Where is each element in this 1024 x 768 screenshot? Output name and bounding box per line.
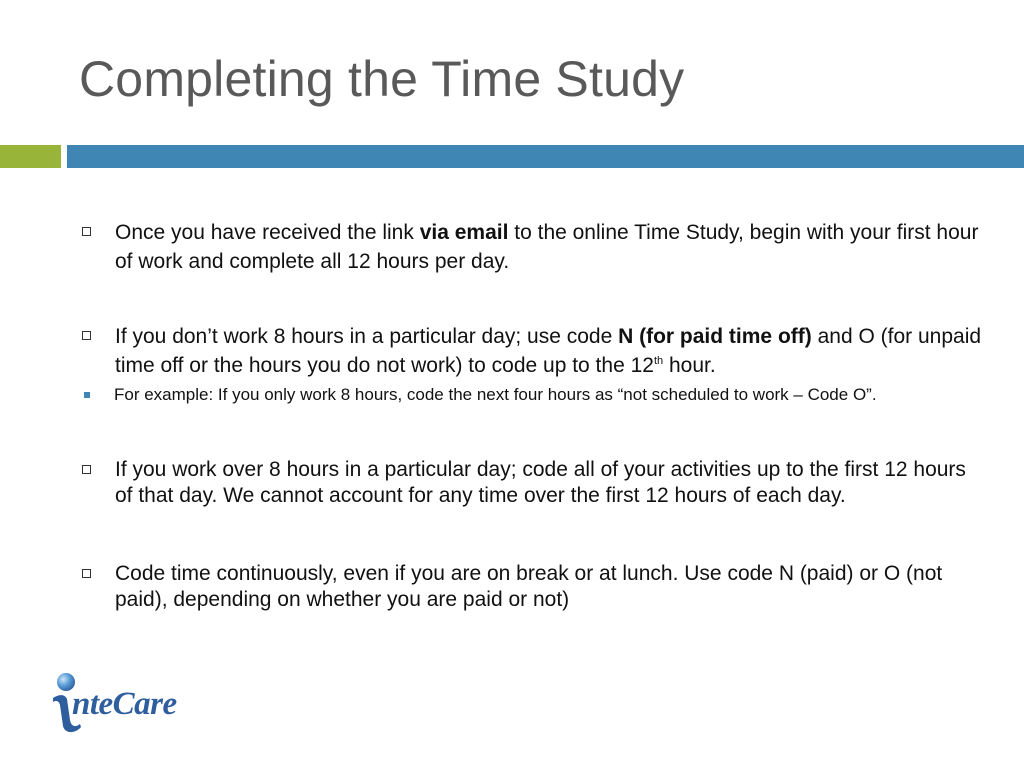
square-bullet-icon <box>82 331 91 340</box>
sub-bullet-text: For example: If you only work 8 hours, code the next four hours as “not scheduled to work – Code O”. <box>114 385 877 404</box>
bullet-bold-text: via email <box>419 221 509 244</box>
accent-bar-blue <box>67 145 1024 168</box>
bullet-text: to the online Time Study, begin with your first hour of work and complete all 12 hours per day. <box>115 221 979 273</box>
bullet-text: Once you have received the link <box>115 221 420 244</box>
bullet-item <box>79 322 984 380</box>
bullet-text: and O (for unpaid time off or the hours you do not work) to code up to the 12 <box>115 325 982 377</box>
slide-title: Completing the Time Study <box>79 51 685 107</box>
sub-bullet-item <box>79 383 984 407</box>
superscript: th <box>653 355 664 367</box>
square-bullet-icon <box>82 569 91 578</box>
bullet-text: If you don’t work 8 hours in a particular day; use code <box>115 325 619 348</box>
logo-text: nteCare <box>72 686 177 722</box>
bullet-item <box>79 561 984 613</box>
bullet-text: If you work over 8 hours in a particular day; code all of your activities up to the first 12 hours of that day. We cannot account for any time over the first 12 hours of each day. <box>115 458 966 507</box>
accent-bar-green <box>0 145 61 168</box>
bullet-item <box>79 457 984 509</box>
small-square-bullet-icon <box>84 392 90 398</box>
square-bullet-icon <box>82 465 91 474</box>
bullet-bold-text: N (for paid time off) <box>618 325 812 348</box>
bullet-text: Code time continuously, even if you are on break or at lunch. Use code N (paid) or O (not paid), depending on whether you are paid or not) <box>115 562 943 611</box>
bullet-text: hour. <box>663 354 716 377</box>
intecare-logo <box>50 672 210 736</box>
bullet-item <box>79 218 984 276</box>
square-bullet-icon <box>82 227 91 236</box>
bullet-list <box>79 218 984 613</box>
